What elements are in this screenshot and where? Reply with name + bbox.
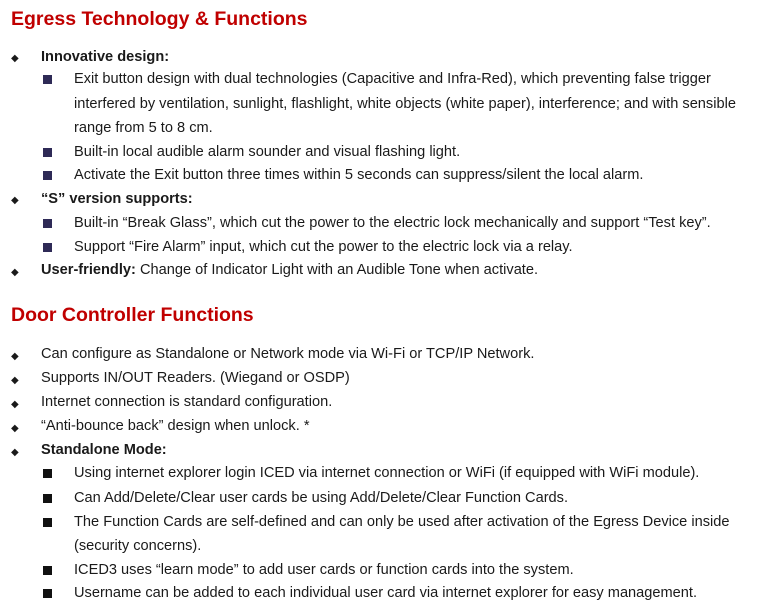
diamond-bullet-icon: ◆ [11,53,19,64]
square-bullet-icon [43,171,52,180]
square-bullet-icon [43,219,52,228]
diamond-bullet-icon: ◆ [11,267,19,278]
list-item: Internet connection is standard configuration. [41,394,333,410]
list-item: Support “Fire Alarm” input, which cut the power to the electric lock via a relay. [74,239,573,255]
list-item: Supports IN/OUT Readers. (Wiegand or OSDP) [41,370,350,386]
list-item: Built-in “Break Glass”, which cut the power to the electric lock mechanically and support “Test key”. [74,215,711,231]
diamond-bullet-icon: ◆ [11,351,19,362]
section-title-door-controller: Door Controller Functions [11,304,254,326]
square-bullet-icon [43,243,52,252]
standalone-mode-label: Standalone Mode: [41,442,167,458]
list-item: Activate the Exit button three times within 5 seconds can suppress/silent the local alarm. [74,167,644,183]
square-bullet-icon [43,148,52,157]
user-friendly-text: Change of Indicator Light with an Audible Tone when activate. [135,262,539,278]
section-title-egress: Egress Technology & Functions [11,8,308,30]
user-friendly-line [41,262,538,279]
list-item-continuation: interfered by ventilation, sunlight, flashlight, white objects (white paper), interference; and with sensible [74,96,736,112]
list-item: Using internet explorer login ICED via internet connection or WiFi (if equipped with WiFi module). [74,465,700,481]
user-friendly-label: User-friendly: [41,262,136,278]
square-bullet-icon [43,518,52,527]
list-item: “Anti-bounce back” design when unlock. * [41,418,310,434]
diamond-bullet-icon: ◆ [11,375,19,386]
innovative-label: Innovative design: [41,49,170,65]
list-item: The Function Cards are self-defined and can only be used after activation of the Egress Device inside [74,514,730,530]
diamond-bullet-icon: ◆ [11,423,19,434]
square-bullet-icon [43,494,52,503]
list-item: Username can be added to each individual user card via internet explorer for easy management. [74,585,698,601]
list-item: Exit button design with dual technologies (Capacitive and Infra-Red), which preventing false trigger [74,71,711,87]
square-bullet-icon [43,589,52,598]
list-item-continuation: (security concerns). [74,538,202,554]
list-item: Built-in local audible alarm sounder and visual flashing light. [74,144,461,160]
s-version-label: “S” version supports: [41,191,193,207]
list-item: Can Add/Delete/Clear user cards be using Add/Delete/Clear Function Cards. [74,490,569,506]
square-bullet-icon [43,75,52,84]
square-bullet-icon [43,566,52,575]
list-item-continuation: range from 5 to 8 cm. [74,120,213,136]
diamond-bullet-icon: ◆ [11,195,19,206]
diamond-bullet-icon: ◆ [11,447,19,458]
list-item: ICED3 uses “learn mode” to add user cards or function cards into the system. [74,562,574,578]
list-item: Can configure as Standalone or Network mode via Wi-Fi or TCP/IP Network. [41,346,535,362]
square-bullet-icon [43,469,52,478]
diamond-bullet-icon: ◆ [11,399,19,410]
